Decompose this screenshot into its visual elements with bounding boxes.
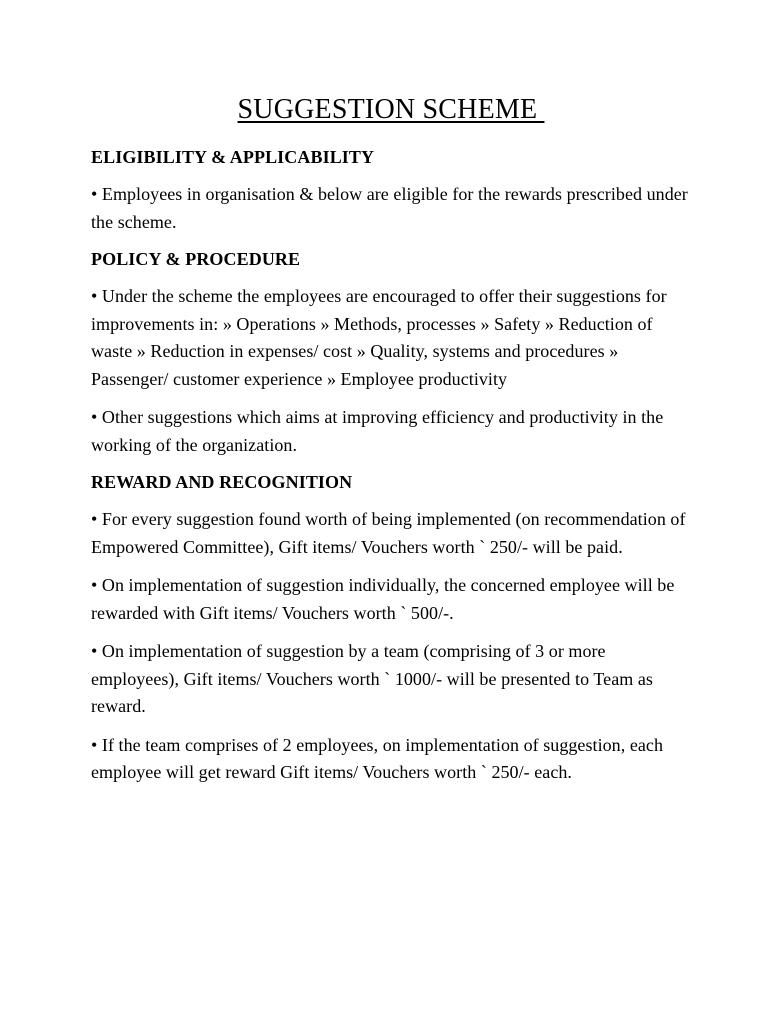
paragraph-reward-3: • On implementation of suggestion by a team (comprising of 3 or more employees), Gift items/ Vouchers worth ` 1000/- will be presented to Team as reward. <box>91 641 653 716</box>
document-title: SUGGESTION SCHEME <box>237 94 545 125</box>
section-policy <box>91 247 691 459</box>
section-reward <box>91 470 691 787</box>
paragraph-eligibility-1: • Employees in organisation & below are eligible for the rewards prescribed under the scheme. <box>91 184 688 232</box>
paragraph-policy-1: • Under the scheme the employees are encouraged to offer their suggestions for improvements in: » Operations » Methods, processes » Safety » Reduction of waste » Reduction in expenses/ cost » Quality, systems and procedures » Passenger/ customer experience » Employee productivity <box>91 286 667 389</box>
paragraph-reward-2: • On implementation of suggestion individually, the concerned employee will be rewarded with Gift items/ Vouchers worth ` 500/-. <box>91 575 675 623</box>
paragraph-reward-1: • For every suggestion found worth of being implemented (on recommendation of Empowered Committee), Gift items/ Vouchers worth ` 250/- will be paid. <box>91 509 686 557</box>
section-heading-policy: POLICY & PROCEDURE <box>91 249 301 269</box>
paragraph-policy-2: • Other suggestions which aims at improving efficiency and productivity in the working of the organization. <box>91 407 664 455</box>
document-page <box>91 92 691 798</box>
section-heading-eligibility: ELIGIBILITY & APPLICABILITY <box>91 147 375 167</box>
section-heading-reward: REWARD AND RECOGNITION <box>91 472 353 492</box>
paragraph-reward-4: • If the team comprises of 2 employees, on implementation of suggestion, each employee will get reward Gift items/ Vouchers worth ` 250/- each. <box>91 734 664 782</box>
section-eligibility <box>91 145 691 236</box>
